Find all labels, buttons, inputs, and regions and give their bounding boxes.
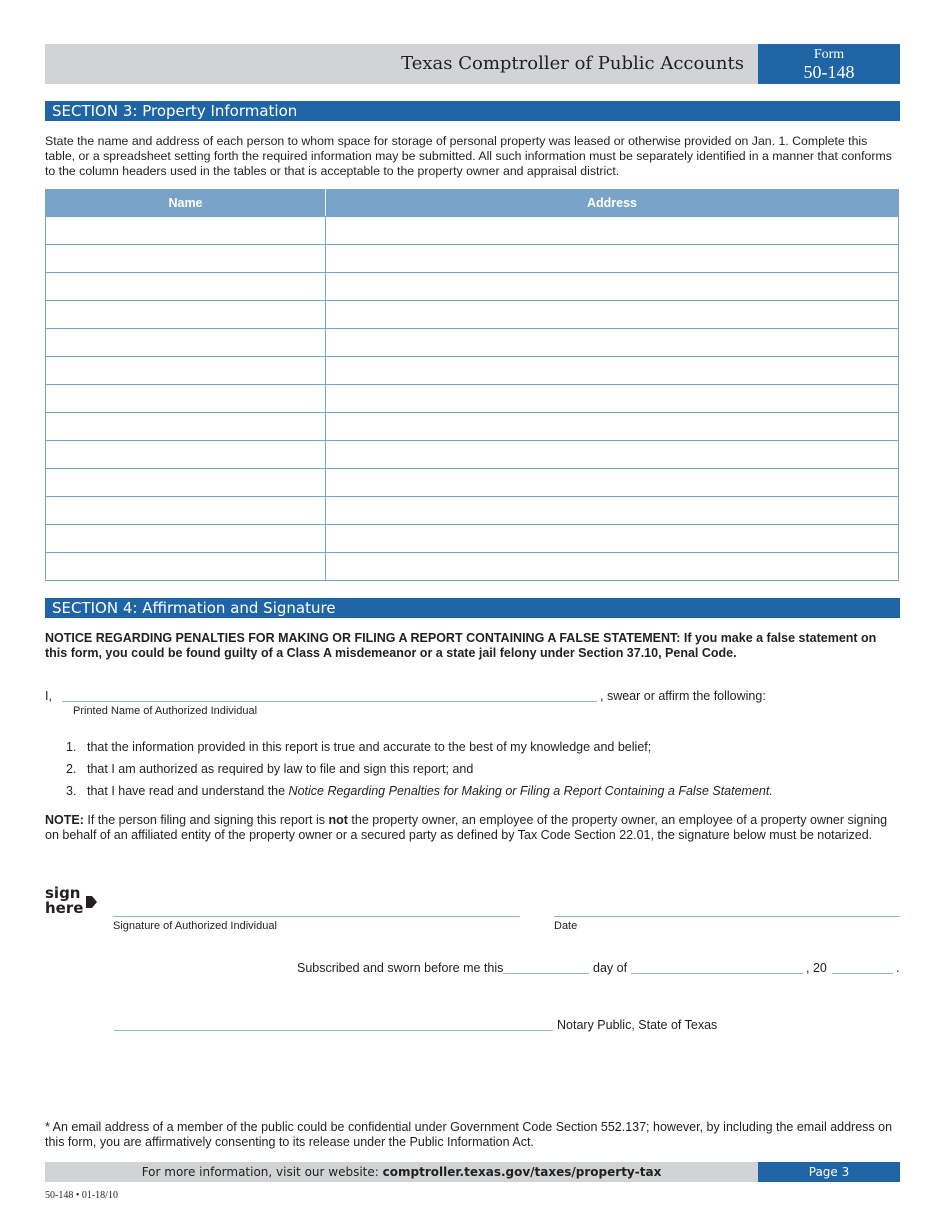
table-row (46, 301, 899, 329)
section4-title: SECTION 4: Affirmation and Signature (45, 598, 900, 618)
agency-name: Texas Comptroller of Public Accounts (401, 53, 744, 74)
footer-bar (45, 1162, 758, 1182)
address-cell[interactable] (326, 385, 899, 413)
footer-info-text: For more information, visit our website: (141, 1165, 383, 1179)
property-table (45, 189, 899, 581)
table-row (46, 441, 899, 469)
name-cell[interactable] (46, 273, 326, 301)
note-bold: not (328, 813, 348, 827)
name-cell[interactable] (46, 329, 326, 357)
address-cell[interactable] (326, 441, 899, 469)
name-cell[interactable] (46, 497, 326, 525)
name-cell[interactable] (46, 217, 326, 245)
subscribed-text: Subscribed and sworn before me this (297, 961, 504, 975)
swear-suffix: , swear or affirm the following: (600, 689, 766, 703)
name-cell[interactable] (46, 413, 326, 441)
list-item-text: that I have read and understand the (87, 784, 289, 798)
form-label: Form (813, 47, 845, 62)
address-cell[interactable] (326, 301, 899, 329)
table-row (46, 385, 899, 413)
list-item-italic-text: Notice Regarding Penalties for Making or Filing a Report Containing a False Statement. (288, 784, 773, 798)
list-item-text: that I am authorized as required by law to file and sign this report; and (87, 762, 474, 776)
section3-instructions: State the name and address of each person to whom space for storage of personal property was leased or otherwise provided on Jan. 1. Complete this table, or a spreadsheet setting forth the required information may be submitted. All such information must be separately identified in a manner that conforms to the column headers used in the tables or that is acceptable to the property owner and appraisal district. (45, 134, 892, 178)
list-item-number: 2. (66, 762, 77, 776)
arrow-right-icon (86, 894, 98, 910)
table-row (46, 273, 899, 301)
table-row (46, 357, 899, 385)
address-cell[interactable] (326, 217, 899, 245)
i-prefix: I, (45, 689, 52, 703)
day-of-text: day of (593, 961, 628, 975)
list-item-number: 1. (66, 740, 77, 754)
printed-name-label: Printed Name of Authorized Individual (73, 705, 258, 717)
address-cell[interactable] (326, 357, 899, 385)
footer-website-link[interactable]: comptroller.texas.gov/taxes/property-tax (382, 1165, 662, 1179)
name-cell[interactable] (46, 357, 326, 385)
form-id: 50-148 • 01-18/10 (45, 1190, 118, 1201)
year-prefix: , 20 (806, 961, 827, 975)
notary-month-field[interactable] (631, 960, 803, 974)
signature-label: Signature of Authorized Individual (113, 920, 277, 932)
column-header-address: Address (326, 190, 899, 217)
form-number-box (758, 44, 900, 84)
penalty-notice: NOTICE REGARDING PENALTIES FOR MAKING OR FILING A REPORT CONTAINING A FALSE STATEMENT: If you make a false statement on this form, you could be found guilty of a Class A misdemeanor or a state jail felony under Section 37.10, Penal Code. (45, 631, 877, 660)
period: . (896, 961, 900, 975)
notary-label: Notary Public, State of Texas (557, 1018, 718, 1032)
address-cell[interactable] (326, 329, 899, 357)
header-bar (45, 44, 758, 84)
table-row (46, 245, 899, 273)
address-cell[interactable] (326, 497, 899, 525)
notary-year-field[interactable] (832, 960, 893, 974)
name-cell[interactable] (46, 385, 326, 413)
note-label: NOTE: (45, 813, 84, 827)
name-cell[interactable] (46, 301, 326, 329)
note-part2: the property owner, an employee of the property owner, an employee of a property owner signing on behalf of an affiliated entity of the property owner or a secured party as defined by Tax Code Section 22.01, the signature below must be notarized. (45, 813, 888, 842)
date-field[interactable] (554, 903, 900, 917)
table-row (46, 469, 899, 497)
table-row (46, 497, 899, 525)
address-cell[interactable] (326, 553, 899, 581)
name-cell[interactable] (46, 441, 326, 469)
table-row (46, 329, 899, 357)
form-number: 50-148 (803, 62, 855, 82)
list-item-number: 3. (66, 784, 77, 798)
list-item (0, 784, 950, 800)
sign-here-line2: here (45, 899, 84, 917)
name-cell[interactable] (46, 553, 326, 581)
table-row (46, 525, 899, 553)
table-body (46, 217, 899, 581)
notary-day-field[interactable] (503, 960, 589, 974)
section3-title: SECTION 3: Property Information (45, 101, 900, 121)
address-cell[interactable] (326, 525, 899, 553)
notary-signature-field[interactable] (114, 1017, 553, 1031)
name-cell[interactable] (46, 245, 326, 273)
page-number: Page 3 (758, 1162, 900, 1182)
list-item-text-wrap (87, 784, 773, 798)
table-row (46, 217, 899, 245)
footnote: * An email address of a member of the public could be confidential under Government Code Section 552.137; however, by including the email address on this form, you are affirmatively consenting to its release under the Public Information Act. (45, 1120, 893, 1149)
printed-name-field[interactable] (62, 688, 597, 702)
sign-here-line1: sign (45, 884, 81, 902)
table-row (46, 413, 899, 441)
note-part1: If the person filing and signing this report is (83, 813, 329, 827)
name-cell[interactable] (46, 525, 326, 553)
note-paragraph (45, 813, 900, 843)
list-item (0, 762, 950, 778)
table-row (46, 553, 899, 581)
signature-field[interactable] (113, 903, 520, 917)
list-item (0, 740, 950, 756)
column-header-name: Name (46, 190, 326, 217)
address-cell[interactable] (326, 273, 899, 301)
list-item-text: that the information provided in this report is true and accurate to the best of my knowledge and belief; (87, 740, 652, 754)
date-label: Date (554, 920, 578, 932)
address-cell[interactable] (326, 413, 899, 441)
address-cell[interactable] (326, 245, 899, 273)
name-cell[interactable] (46, 469, 326, 497)
address-cell[interactable] (326, 469, 899, 497)
sign-here-marker (45, 886, 83, 916)
